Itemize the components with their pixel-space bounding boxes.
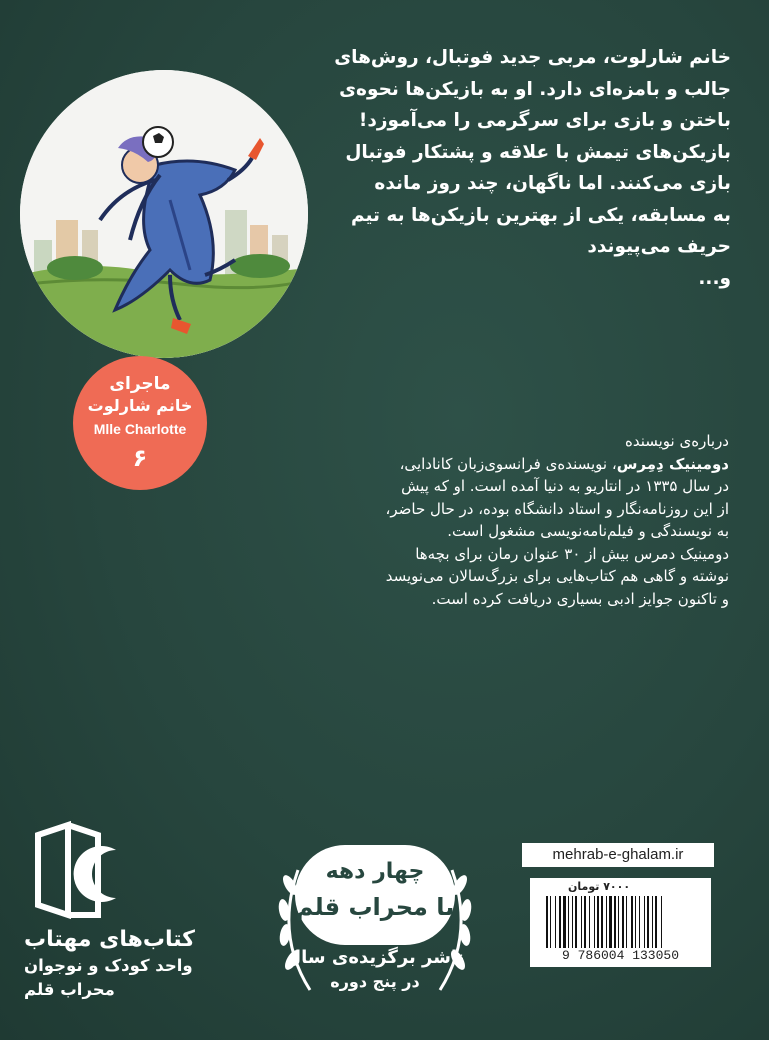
award-emblem-top (295, 845, 455, 945)
author-line: نوشته و گاهی هم کتاب‌هایی برای بزرگ‌سالان می‌نویسد (385, 567, 729, 585)
barcode-icon (542, 896, 702, 948)
publisher-text (24, 926, 224, 1002)
publisher-logo-icon (28, 820, 138, 920)
author-line: از این روزنامه‌نگار و استاد دانشگاه بوده، در حال حاضر، (385, 499, 729, 518)
series-title-english: Mlle Charlotte (93, 421, 187, 437)
series-title-line1: ماجرای (109, 374, 171, 394)
barcode-box (530, 878, 711, 967)
author-line: و تاکنون جوایز ادبی بسیاری دریافت کرده است. (431, 589, 729, 608)
series-badge (73, 356, 207, 490)
author-line: در سال ۱۳۳۵ در انتاریو به دنیا آمده است. او که پیش (401, 477, 729, 495)
blurb-line: و... (698, 267, 731, 289)
author-heading: درباره‌ی نویسنده (624, 432, 729, 450)
author-name: دومینیک دِمِرس (616, 454, 729, 473)
football-coach-illustration (20, 70, 308, 358)
blurb-line: باختن و بازی برای سرگرمی را می‌آموزد! (358, 110, 731, 131)
emblem-line1: چهار دهه (325, 859, 425, 884)
publisher-parent: محراب قلم (24, 980, 115, 999)
series-title-line2: خانم شارلوت (87, 396, 193, 415)
volume-number: ۶ (132, 444, 148, 472)
publisher-unit: واحد کودک و نوجوان (24, 956, 193, 975)
price-label: ۷۰۰۰ تومان (568, 880, 631, 893)
blurb-line: جالب و بامزه‌ای دارد. او به بازیکن‌ها نحوه‌ی (339, 78, 731, 100)
author-line: ، نویسنده‌ی فرانسوی‌زبان کانادایی، (399, 454, 617, 473)
author-line-first (309, 453, 729, 476)
blurb-line: بازی می‌کنند. اما ناگهان، چند روز مانده (374, 173, 731, 194)
about-author (309, 430, 729, 610)
illustration-circle (20, 70, 308, 358)
author-line: به نویسندگی و فیلم‌نامه‌نویسی مشغول است. (447, 522, 729, 540)
publisher-name: کتاب‌های مهتاب (24, 927, 195, 952)
emblem-line3: ناشر برگزیده‌ی سال (285, 947, 465, 968)
award-emblem-bottom (285, 945, 465, 993)
emblem-line2: با محراب قلم (295, 893, 455, 921)
author-line: دومینیک دمرس بیش از ۳۰ عنوان رمان برای بچه‌ها (415, 544, 729, 563)
publisher-website: mehrab-e-ghalam.ir (522, 843, 714, 867)
blurb-line: حریف می‌پیوندد (587, 236, 731, 257)
isbn-number: 9 786004 133050 (561, 948, 680, 963)
emblem-line4: در پنج دوره (330, 972, 420, 991)
story-blurb (311, 42, 731, 294)
blurb-line: به مسابقه، یکی از بهترین بازیکن‌ها به تیم (350, 204, 731, 226)
blurb-line: خانم شارلوت، مربی جدید فوتبال، روش‌های (334, 47, 731, 68)
blurb-line: بازیکن‌های تیمش با علاقه و پشتکار فوتبال (345, 141, 731, 163)
